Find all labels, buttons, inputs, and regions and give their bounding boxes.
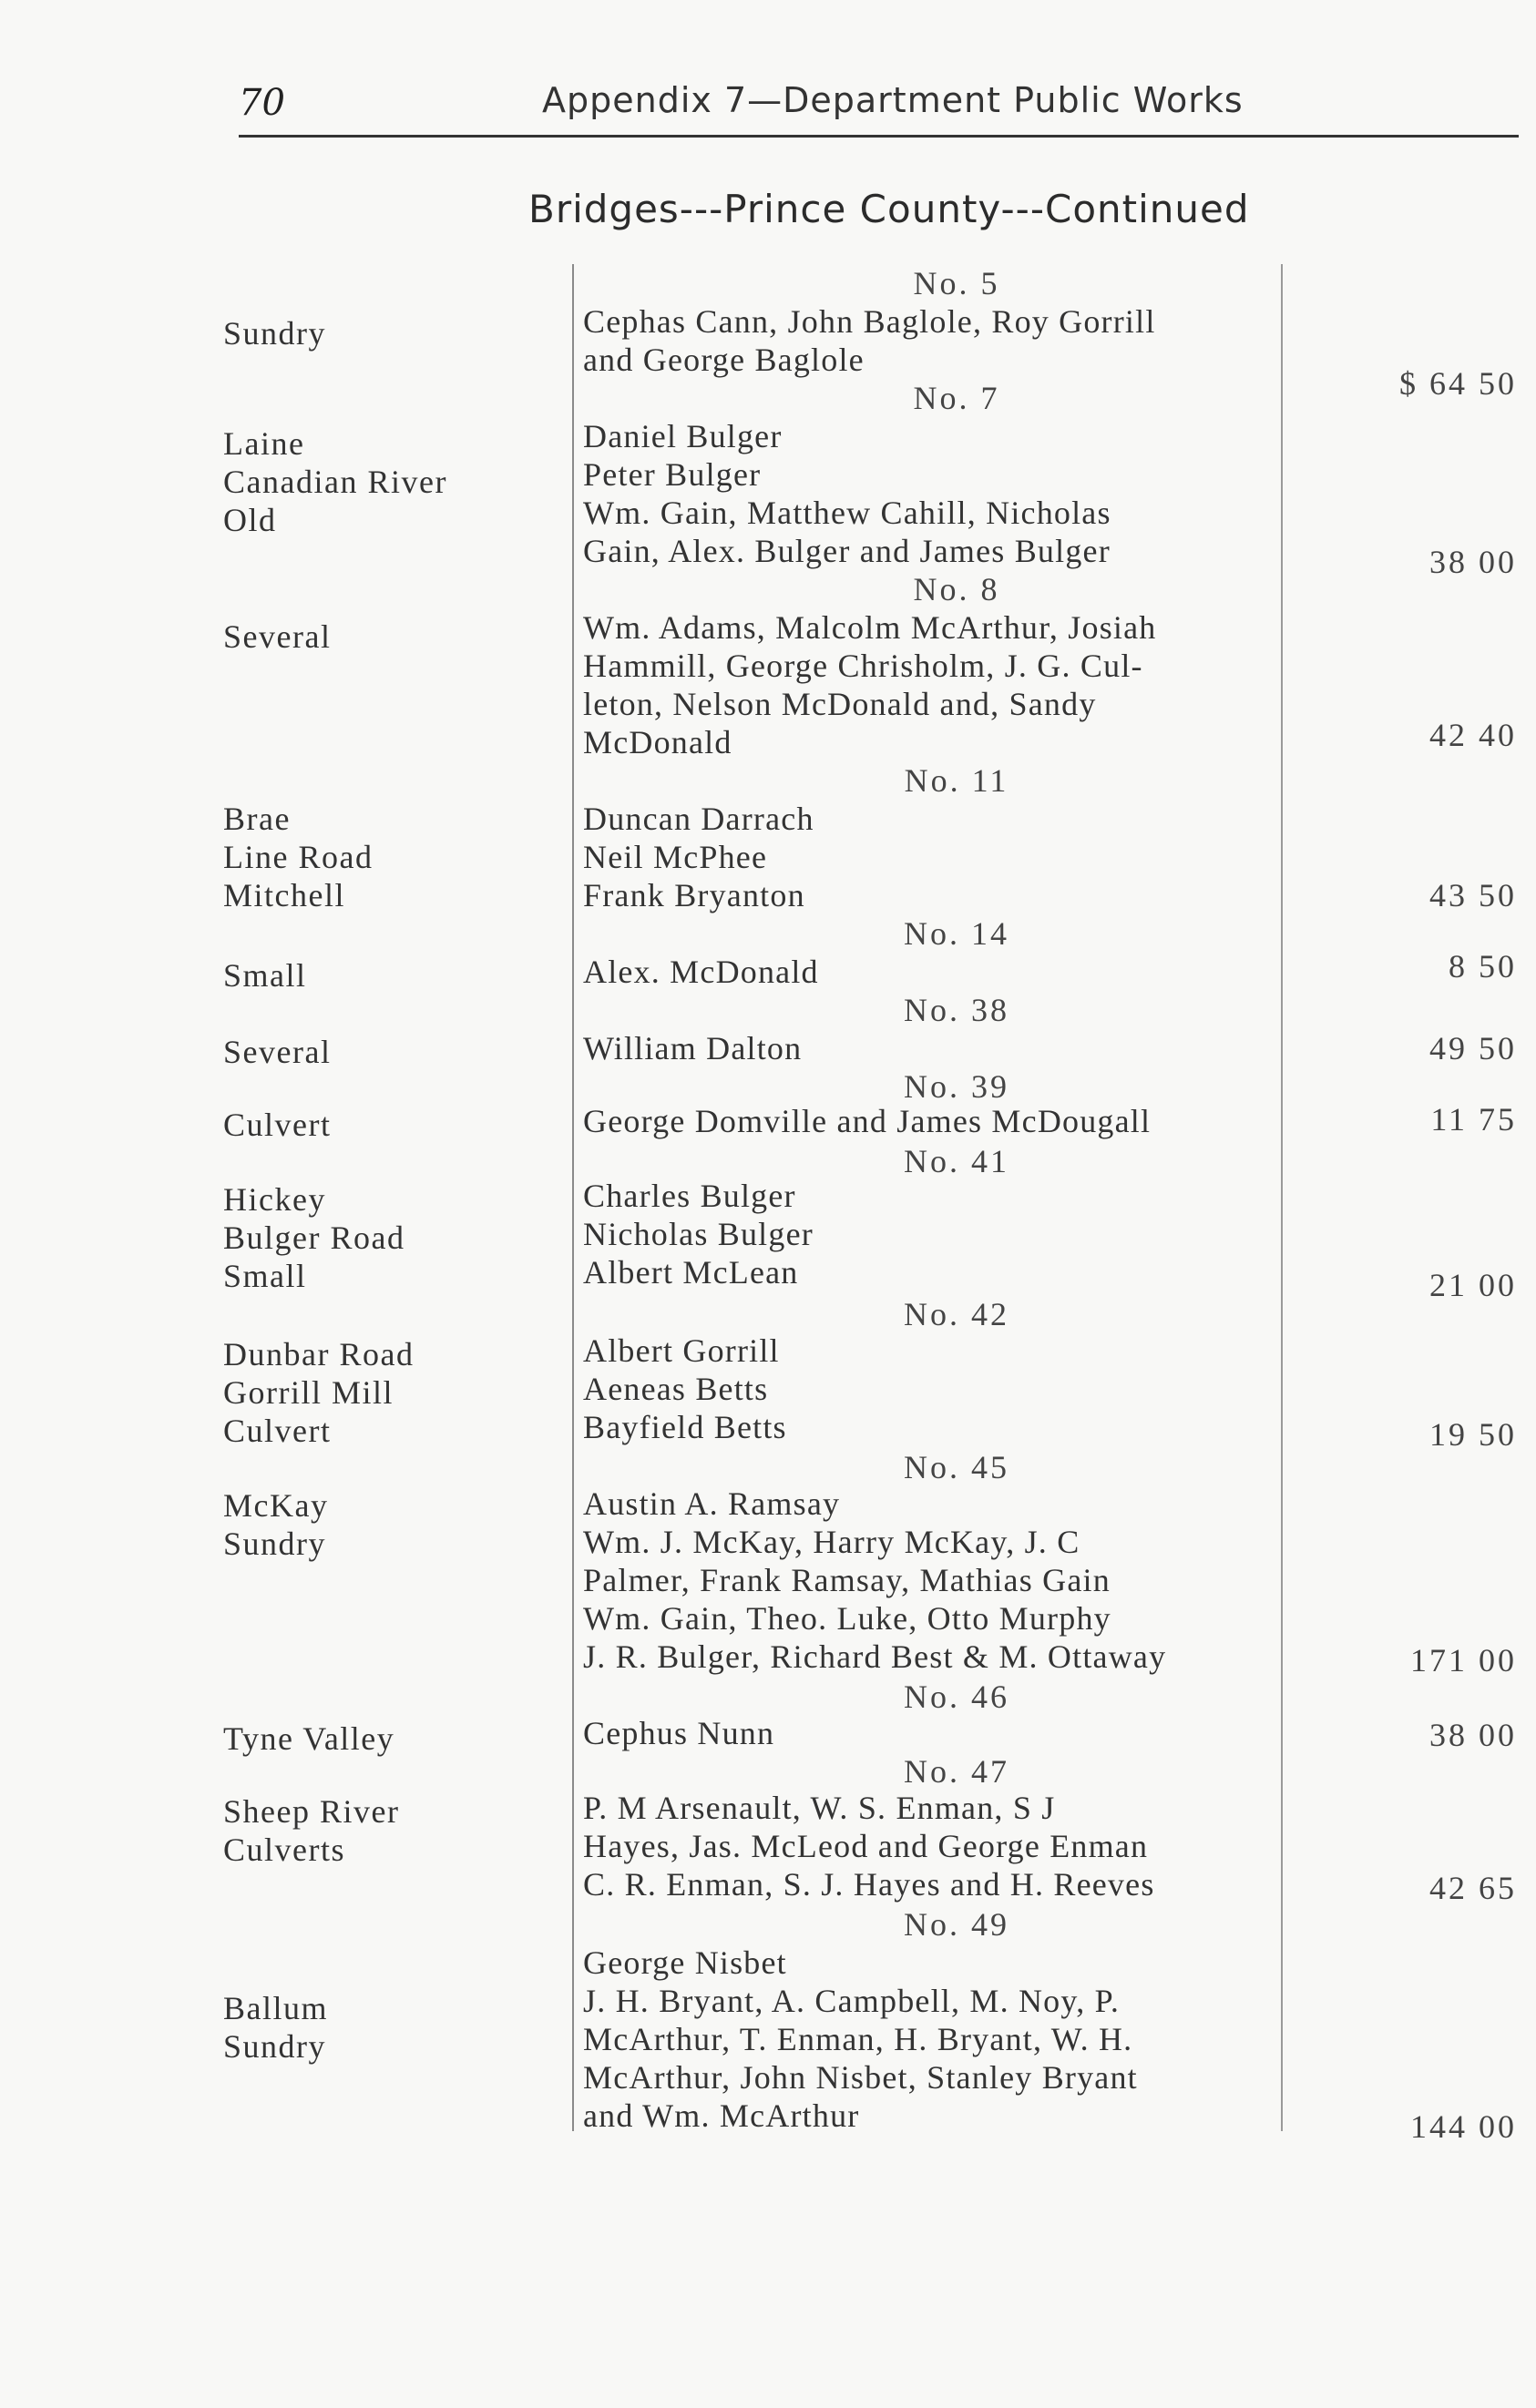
entry-number: No. 41: [904, 1143, 1009, 1179]
name-line: J. R. Bulger, Richard Best & M. Ottaway: [583, 1638, 1167, 1675]
location-label: Dunbar Road: [223, 1336, 415, 1372]
location-label: Sheep River: [223, 1793, 400, 1830]
name-line: Cephas Cann, John Baglole, Roy Gorrill: [583, 303, 1156, 340]
amount: 19 50: [1429, 1416, 1517, 1453]
location-label: Tyne Valley: [223, 1720, 395, 1757]
entry-number: No. 45: [904, 1449, 1009, 1485]
name-line: Austin A. Ramsay: [583, 1485, 841, 1522]
name-line: Wm. J. McKay, Harry McKay, J. C: [583, 1524, 1080, 1560]
name-line: Wm. Adams, Malcolm McArthur, Josiah: [583, 609, 1157, 646]
entry-number: No. 38: [904, 992, 1009, 1028]
location-label: Several: [223, 618, 332, 655]
amount: 43 50: [1429, 877, 1517, 913]
name-line: Cephus Nunn: [583, 1715, 775, 1751]
name-line: Wm. Gain, Matthew Cahill, Nicholas: [583, 495, 1111, 531]
column-rule-left: [572, 264, 574, 2131]
entry-number: No. 46: [904, 1678, 1009, 1715]
entry-number: No. 11: [904, 762, 1009, 799]
location-label: Ballum: [223, 1990, 328, 2026]
amount: 21 00: [1429, 1267, 1517, 1303]
name-line: Albert McLean: [583, 1254, 799, 1291]
page-number: 70: [239, 82, 285, 124]
location-label: Culvert: [223, 1413, 332, 1449]
amount: $ 64 50: [1399, 365, 1517, 402]
name-line: C. R. Enman, S. J. Hayes and H. Reeves: [583, 1866, 1155, 1903]
location-label: Canadian River: [223, 464, 447, 500]
header-rule: [239, 135, 1519, 138]
location-label: Hickey: [223, 1181, 326, 1218]
name-line: William Dalton: [583, 1030, 803, 1066]
name-line: and George Baglole: [583, 342, 865, 378]
name-line: J. H. Bryant, A. Campbell, M. Noy, P.: [583, 1983, 1121, 2019]
entry-number: No. 42: [904, 1296, 1009, 1332]
location-label: McKay: [223, 1487, 329, 1524]
name-line: Daniel Bulger: [583, 418, 783, 454]
name-line: Charles Bulger: [583, 1178, 796, 1214]
name-line: Aeneas Betts: [583, 1371, 769, 1407]
name-line: Duncan Darrach: [583, 801, 814, 837]
name-line: Wm. Gain, Theo. Luke, Otto Murphy: [583, 1600, 1111, 1637]
name-line: Bayfield Betts: [583, 1409, 787, 1445]
name-line: Gain, Alex. Bulger and James Bulger: [583, 533, 1111, 569]
name-line: and Wm. McArthur: [583, 2097, 860, 2134]
amount: 42 65: [1429, 1870, 1517, 1906]
amount: 49 50: [1429, 1030, 1517, 1066]
entry-number: No. 8: [913, 571, 1000, 607]
location-label: Laine: [223, 425, 305, 462]
amount: 8 50: [1449, 948, 1517, 985]
column-rule-right: [1281, 264, 1283, 2131]
amount: 42 40: [1429, 717, 1517, 753]
name-line: McArthur, John Nisbet, Stanley Bryant: [583, 2059, 1138, 2096]
name-line: Palmer, Frank Ramsay, Mathias Gain: [583, 1562, 1111, 1598]
name-line: Albert Gorrill: [583, 1332, 780, 1369]
location-label: Sundry: [223, 315, 327, 352]
name-line: McDonald: [583, 724, 732, 760]
amount: 171 00: [1410, 1642, 1517, 1678]
entry-number: No. 49: [904, 1906, 1009, 1943]
entry-number: No. 7: [913, 380, 1000, 416]
location-label: Sundry: [223, 2028, 327, 2065]
amount: 11 75: [1430, 1101, 1517, 1138]
location-label: Several: [223, 1034, 332, 1070]
location-label: Mitchell: [223, 877, 345, 913]
name-line: P. M Arsenault, W. S. Enman, S J: [583, 1790, 1056, 1826]
name-line: Hammill, George Chrisholm, J. G. Cul-: [583, 648, 1143, 684]
location-label: Gorrill Mill: [223, 1374, 394, 1411]
section-title: Bridges---Prince County---Continued: [528, 187, 1250, 231]
header-title: Appendix 7—Department Public Works: [542, 80, 1244, 120]
location-label: Culvert: [223, 1107, 332, 1143]
amount: 38 00: [1429, 1717, 1517, 1753]
entry-number: No. 39: [904, 1068, 1009, 1105]
amount: 144 00: [1410, 2108, 1517, 2145]
location-label: Old: [223, 502, 277, 538]
location-label: Brae: [223, 801, 291, 837]
name-line: George Domville and James McDougall: [583, 1103, 1152, 1139]
name-line: Frank Bryanton: [583, 877, 805, 913]
entry-number: No. 14: [904, 915, 1009, 952]
name-line: George Nisbet: [583, 1944, 787, 1981]
location-label: Small: [223, 1258, 307, 1294]
amount: 38 00: [1429, 544, 1517, 580]
name-line: Alex. McDonald: [583, 954, 819, 990]
location-label: Small: [223, 957, 307, 994]
name-line: leton, Nelson McDonald and, Sandy: [583, 686, 1097, 722]
name-line: Peter Bulger: [583, 456, 762, 493]
name-line: Neil McPhee: [583, 839, 768, 875]
name-line: Nicholas Bulger: [583, 1216, 814, 1252]
location-label: Bulger Road: [223, 1219, 405, 1256]
name-line: Hayes, Jas. McLeod and George Enman: [583, 1828, 1149, 1864]
location-label: Line Road: [223, 839, 374, 875]
entry-number: No. 47: [904, 1753, 1009, 1790]
location-label: Culverts: [223, 1832, 345, 1868]
name-line: McArthur, T. Enman, H. Bryant, W. H.: [583, 2021, 1133, 2057]
location-label: Sundry: [223, 1525, 327, 1562]
entry-number: No. 5: [913, 265, 1000, 301]
